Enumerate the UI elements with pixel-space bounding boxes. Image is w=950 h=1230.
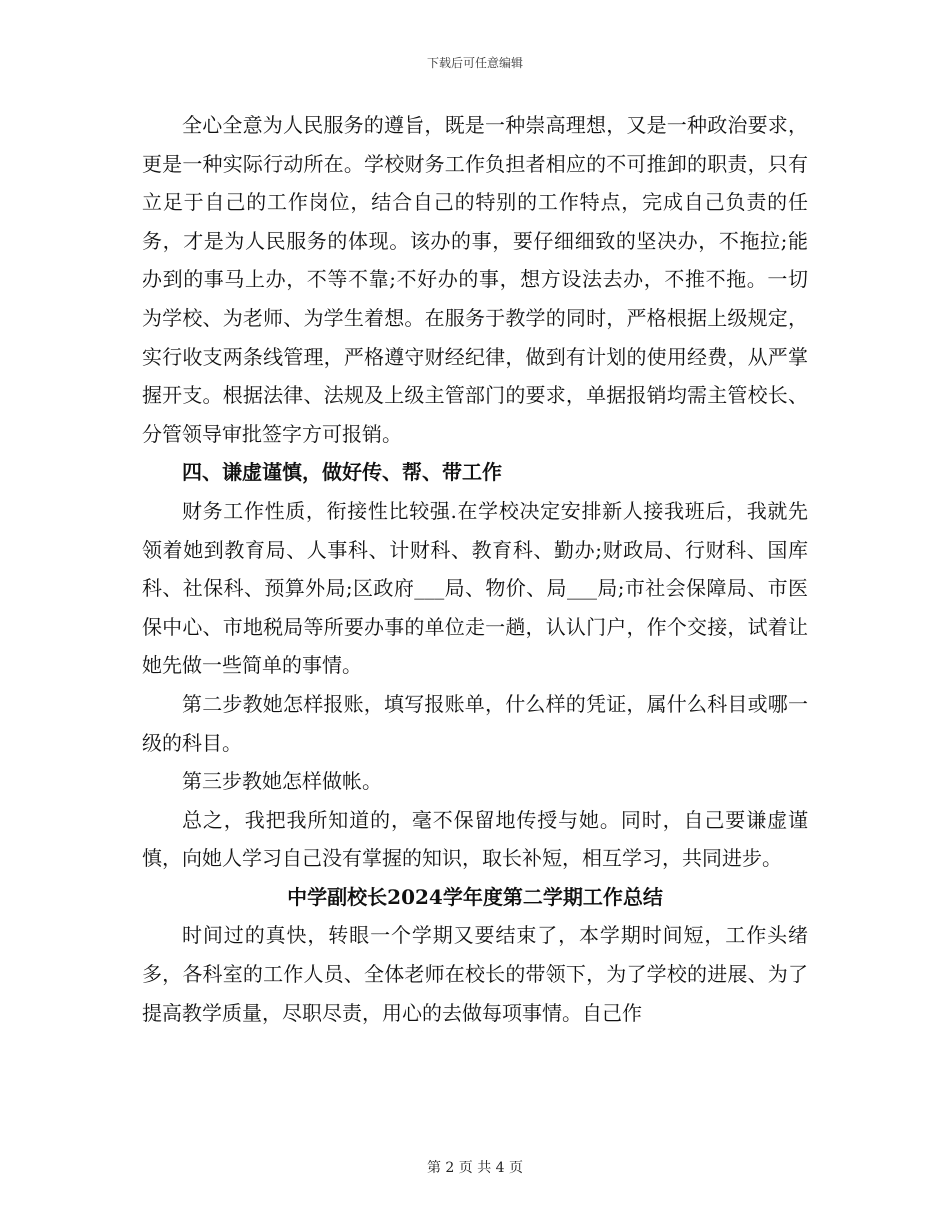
paragraph-service: 全心全意为人民服务的遵旨，既是一种崇高理想，又是一种政治要求，更是一种实际行动所在。学校财务工作负担者相应的不可推卸的职责，只有立足于自己的工作岗位，结合自己的特别的工作特点，完成自己负责的任务，才是为人民服务的体现。该办的事，要仔细细致的坚决办，不拖拉;能办到的事马上办，不等不靠;不好办的事，想方设法去办，不推不拖。一切为学校、为老师、为学生着想。在服务于教学的同时，严格根据上级规定，实行收支两条线管理，严格遵守财经纪律，做到有计划的使用经费，从严掌握开支。根据法律、法规及上级主管部门的要求，单据报销均需主管校长、分管领导审批签字方可报销。 xyxy=(142,113,808,446)
page-number: 第 2 页 共 4 页 xyxy=(426,1160,524,1176)
page-header-note: 下载后可任意编辑 xyxy=(426,56,523,70)
paragraph-handover: 财务工作性质，衔接性比较强.在学校决定安排新人接我班后，我就先领着她到教育局、人事科、计财科、教育科、勤办;财政局、行财科、国库科、社保科、预算外局;区政府___局、物价、局___局;市社会保障局、市医保中心、市地税局等所要办事的单位走一趟，认认门户，作个交接，试着让她先做一些简单的事情。 xyxy=(142,498,808,678)
paragraph-summary: 总之，我把我所知道的，毫不保留地传授与她。同时，自己要谦虚谨慎，向她人学习自己没有掌握的知识，取长补短，相互学习，共同进步。 xyxy=(142,807,808,871)
paragraph-intro: 时间过的真快，转眼一个学期又要结束了，本学期时间短，工作头绪多，各科室的工作人员、全体老师在校长的带领下，为了学校的进展、为了提高教学质量，尽职尽责，用心的去做每项事情。自己作 xyxy=(142,923,808,1025)
paragraph-step-three: 第三步教她怎样做帐。 xyxy=(182,769,382,794)
paragraph-step-two: 第二步教她怎样报账，填写报账单，什么样的凭证，属什么科目或哪一级的科目。 xyxy=(142,691,808,755)
document-title: 中学副校长2024学年度第二学期工作总结 xyxy=(287,884,663,909)
document-body xyxy=(142,106,808,1032)
section-heading-four: 四、谦虚谨慎，做好传、帮、带工作 xyxy=(182,460,502,485)
